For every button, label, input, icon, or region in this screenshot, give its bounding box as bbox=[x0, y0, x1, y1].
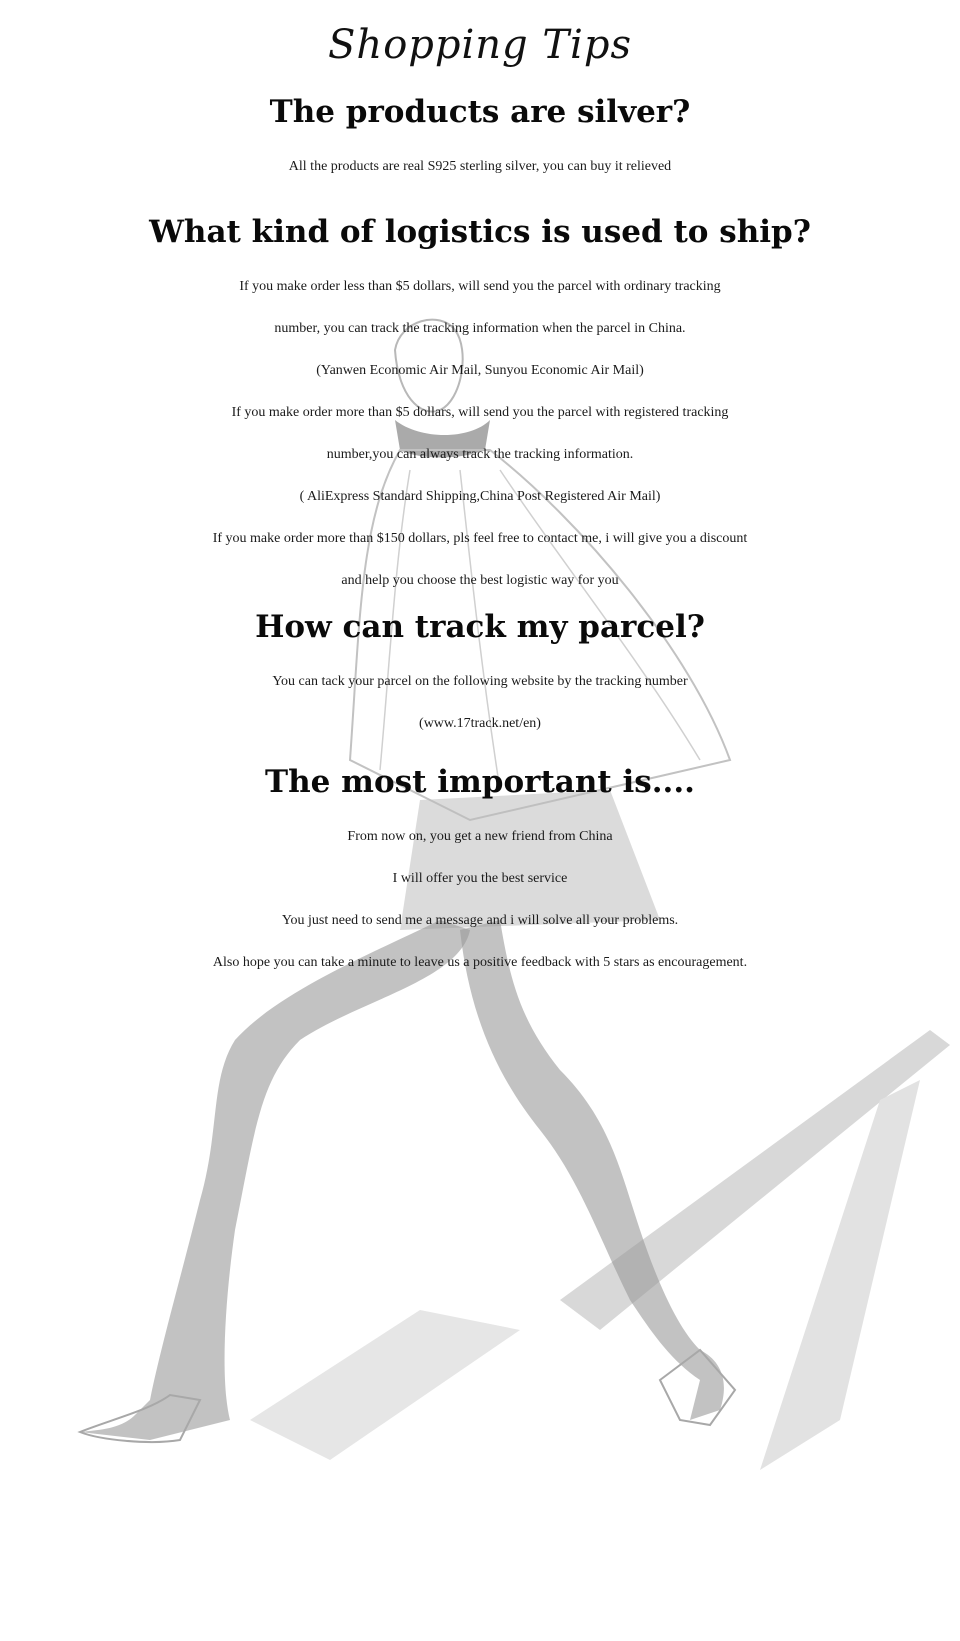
shadow-stripe bbox=[250, 1310, 520, 1460]
section-line: If you make order less than $5 dollars, will send you the parcel with ordinary tracking bbox=[239, 279, 721, 294]
page-title: Shopping Tips bbox=[328, 22, 632, 68]
section-line: You just need to send me a message and i will solve all your problems. bbox=[281, 913, 679, 928]
section-line: number, you can track the tracking information when the parcel in China. bbox=[274, 321, 686, 336]
section-line: and help you choose the best logistic way for you bbox=[341, 573, 619, 588]
section-line: I will offer you the best service bbox=[392, 871, 568, 886]
section-logistics bbox=[0, 210, 960, 602]
section-line: Also hope you can take a minute to leave us a positive feedback with 5 stars as encouragement. bbox=[212, 955, 748, 970]
section-silver bbox=[0, 90, 960, 188]
section-heading: The products are silver? bbox=[269, 94, 691, 130]
section-heading: The most important is.... bbox=[265, 764, 695, 800]
section-line: If you make order more than $150 dollars, pls feel free to contact me, i will give you a discount bbox=[212, 531, 748, 546]
section-heading: What kind of logistics is used to ship? bbox=[149, 214, 811, 250]
section-important bbox=[0, 760, 960, 984]
section-line: number,you can always track the tracking information. bbox=[326, 447, 634, 462]
section-line: From now on, you get a new friend from China bbox=[347, 829, 613, 844]
section-line: If you make order more than $5 dollars, will send you the parcel with registered tracking bbox=[231, 405, 729, 420]
section-heading: How can track my parcel? bbox=[255, 609, 705, 645]
section-line: All the products are real S925 sterling silver, you can buy it relieved bbox=[288, 159, 672, 174]
section-tracking bbox=[0, 605, 960, 745]
section-line: ( AliExpress Standard Shipping,China Post Registered Air Mail) bbox=[299, 489, 661, 504]
section-line: (Yanwen Economic Air Mail, Sunyou Economic Air Mail) bbox=[316, 363, 644, 378]
tracking-website: (www.17track.net/en) bbox=[419, 716, 541, 731]
figure-right-leg bbox=[460, 920, 724, 1420]
section-line: You can tack your parcel on the following website by the tracking number bbox=[272, 674, 688, 689]
